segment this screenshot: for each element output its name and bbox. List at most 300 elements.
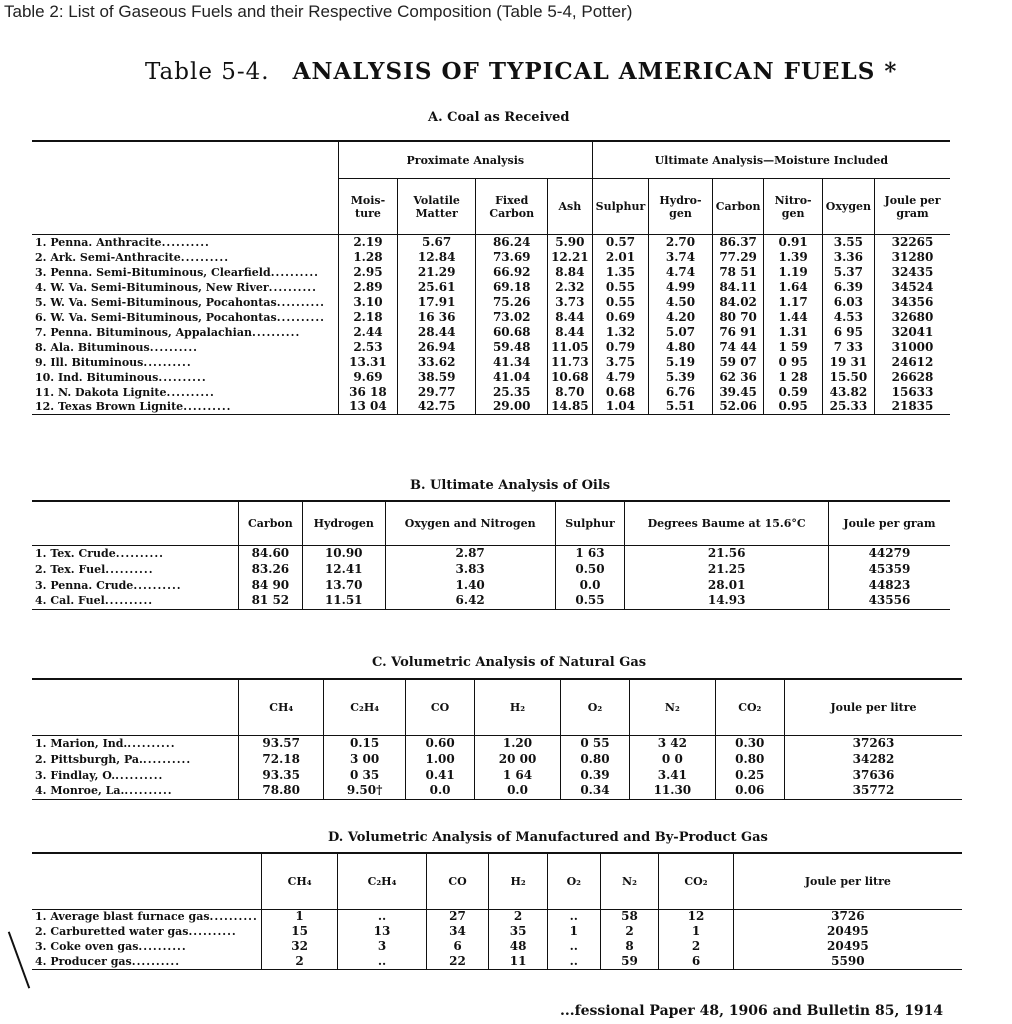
table-cell: 77.29 (712, 250, 764, 265)
row-label-text: 4. Producer gas (35, 954, 132, 968)
table-cell: 45359 (828, 561, 950, 577)
table-cell: 4.79 (592, 370, 649, 385)
table-cell: 1.39 (764, 250, 822, 265)
table-cell: 0.50 (555, 561, 625, 577)
column-header: C₂H₄ (338, 853, 426, 909)
row-label-text: 1. Penna. Anthracite (35, 235, 162, 249)
column-header: Nitro- gen (764, 179, 822, 235)
leader-dots: .......... (149, 340, 199, 354)
group-header-ultimate: Ultimate Analysis—Moisture Included (592, 141, 950, 179)
table-cell: 12.21 (548, 250, 593, 265)
table-cell: 59.48 (476, 340, 548, 355)
table-cell: 3.10 (339, 295, 398, 310)
table-cell: 3.55 (822, 235, 874, 250)
table-cell: 35 (489, 924, 548, 939)
table-cell: 11.73 (548, 355, 593, 370)
leader-dots: .......... (209, 910, 258, 924)
row-label-text: 8. Ala. Bituminous (35, 340, 150, 354)
row-label-text: 10. Ind. Bituminous (35, 370, 159, 384)
leader-dots: .......... (105, 562, 154, 576)
table-cell: 32435 (875, 265, 950, 280)
table-row (32, 767, 962, 783)
table-cell: 17.91 (397, 295, 475, 310)
table-cell: 6 95 (822, 325, 874, 340)
table-cell: 10.68 (548, 370, 593, 385)
row-label (32, 370, 339, 385)
table-cell: 41.04 (476, 370, 548, 385)
row-label-header (32, 679, 239, 735)
leader-dots: .......... (161, 235, 210, 249)
row-label (32, 593, 239, 609)
leader-dots: .......... (188, 925, 237, 938)
row-label (32, 355, 339, 370)
row-label-text: 12. Texas Brown Lignite (35, 400, 184, 414)
coal-table (32, 140, 950, 415)
table-cell: 3.73 (548, 295, 593, 310)
leader-dots: .......... (270, 265, 319, 279)
table-cell: 80 70 (712, 310, 764, 325)
table-cell: 75.26 (476, 295, 548, 310)
table-cell: 42.75 (397, 400, 475, 415)
table-cell: 4.80 (649, 340, 712, 355)
table-row (32, 340, 950, 355)
table-cell: 5.37 (822, 265, 874, 280)
natural-gas-table (32, 678, 962, 800)
table-cell: 1.44 (764, 310, 822, 325)
table-cell: 9.50† (324, 783, 405, 799)
table-row (32, 751, 962, 767)
column-header: Hydro- gen (649, 179, 712, 235)
row-label (32, 400, 339, 415)
table-cell: 31280 (875, 250, 950, 265)
table-cell: 2.01 (592, 250, 649, 265)
column-header: Sulphur (592, 179, 649, 235)
group-header-proximate: Proximate Analysis (339, 141, 593, 179)
table-cell: 16 36 (397, 310, 475, 325)
table-cell: 0.68 (592, 385, 649, 400)
table-cell: 24612 (875, 355, 950, 370)
column-header: Joule per litre (785, 679, 963, 735)
table-cell: 0.57 (592, 235, 649, 250)
table-cell: 12.41 (302, 561, 385, 577)
table-cell: 22 (426, 954, 489, 969)
leader-dots: .......... (104, 594, 154, 608)
leader-dots: .......... (124, 784, 173, 798)
table-cell: 8.70 (548, 385, 593, 400)
table-cell: 0.95 (764, 400, 822, 415)
table-cell: 1 59 (764, 340, 822, 355)
table-cell: 21835 (875, 400, 950, 415)
table-cell: 7 33 (822, 340, 874, 355)
table-cell: 15 (261, 924, 337, 939)
table-cell: 25.35 (476, 385, 548, 400)
table-cell: 1.40 (385, 577, 555, 593)
row-label (32, 783, 239, 799)
table-cell: 5.19 (649, 355, 712, 370)
table-cell: 37263 (785, 735, 963, 751)
row-label (32, 924, 261, 939)
table-cell: 44823 (828, 577, 950, 593)
table-cell: 3 00 (324, 751, 405, 767)
table-row (32, 310, 950, 325)
table-cell: 21.25 (625, 561, 828, 577)
table-cell: 62 36 (712, 370, 764, 385)
table-cell: 5590 (733, 954, 962, 969)
table-row (32, 783, 962, 799)
table-row (32, 593, 950, 609)
row-label-header (32, 853, 261, 909)
leader-dots: .......... (142, 752, 192, 766)
table-cell: 3.41 (630, 767, 715, 783)
table-cell: 0.60 (405, 735, 474, 751)
row-label-header (32, 141, 339, 235)
column-header: Degrees Baume at 15.6°C (625, 501, 828, 545)
table-cell: 0.0 (475, 783, 560, 799)
table-cell: 8 (600, 939, 659, 954)
table-cell: 2 (600, 924, 659, 939)
table-row (32, 924, 962, 939)
column-header: H₂ (489, 853, 548, 909)
row-label-text: 1. Marion, Ind. (35, 736, 128, 750)
table-cell: 84 90 (239, 577, 303, 593)
table-cell: 5.51 (649, 400, 712, 415)
table-row (32, 235, 950, 250)
table-cell: 0 35 (324, 767, 405, 783)
table-row (32, 325, 950, 340)
table-cell: 86.37 (712, 235, 764, 250)
column-header: Joule per gram (828, 501, 950, 545)
table-row (32, 561, 950, 577)
row-label-text: 11. N. Dakota Lignite (35, 385, 167, 399)
table-row (32, 355, 950, 370)
column-header: CH₄ (261, 853, 337, 909)
table-cell: 5.07 (649, 325, 712, 340)
table-cell: 5.90 (548, 235, 593, 250)
table-cell: 0.25 (715, 767, 784, 783)
table-cell: 72.18 (239, 751, 324, 767)
table-cell: 32041 (875, 325, 950, 340)
leader-dots: .......... (166, 385, 215, 399)
table-cell: 15633 (875, 385, 950, 400)
table-cell: 1.35 (592, 265, 649, 280)
leader-dots: .......... (180, 250, 230, 264)
leader-dots: .......... (115, 768, 164, 782)
leader-dots: .......... (127, 736, 176, 750)
table-cell: 0.55 (555, 593, 625, 609)
column-header: Fixed Carbon (476, 179, 548, 235)
table-cell: 60.68 (476, 325, 548, 340)
row-label (32, 909, 261, 924)
leader-dots: .......... (158, 370, 207, 384)
column-header: Oxygen and Nitrogen (385, 501, 555, 545)
leader-dots: .......... (133, 578, 182, 592)
table-cell: 83.26 (239, 561, 303, 577)
column-header: Sulphur (555, 501, 625, 545)
table-cell: 34524 (875, 280, 950, 295)
table-cell: 0.80 (560, 751, 629, 767)
table-cell: 2 (261, 954, 337, 969)
column-header: Ash (548, 179, 593, 235)
table-cell: 66.92 (476, 265, 548, 280)
table-row (32, 939, 962, 954)
table-row (32, 265, 950, 280)
table-cell: 1.31 (764, 325, 822, 340)
row-label (32, 561, 239, 577)
table-cell: 34 (426, 924, 489, 939)
column-header: CO (405, 679, 474, 735)
table-cell: 44279 (828, 545, 950, 561)
row-label (32, 385, 339, 400)
row-label-text: 3. Coke oven gas (35, 940, 139, 953)
table-cell: 1.19 (764, 265, 822, 280)
table-cell: 38.59 (397, 370, 475, 385)
row-label (32, 340, 339, 355)
table-cell: 6.42 (385, 593, 555, 609)
column-header: O₂ (560, 679, 629, 735)
table-cell: 37636 (785, 767, 963, 783)
table-cell: 74 44 (712, 340, 764, 355)
table-cell: 3 42 (630, 735, 715, 751)
table-row (32, 954, 962, 969)
table-cell: 2.89 (339, 280, 398, 295)
table-cell: .. (338, 909, 426, 924)
section-title-oils: B. Ultimate Analysis of Oils (410, 478, 611, 493)
table-cell: 0.91 (764, 235, 822, 250)
table-row (32, 370, 950, 385)
table-row (32, 909, 962, 924)
table-cell: 0.55 (592, 280, 649, 295)
table-cell: 13 (338, 924, 426, 939)
table-row (32, 400, 950, 415)
table-cell: 31000 (875, 340, 950, 355)
table-cell: 21.56 (625, 545, 828, 561)
table-title-text: ANALYSIS OF TYPICAL AMERICAN FUELS * (292, 58, 898, 85)
column-header: C₂H₄ (324, 679, 405, 735)
row-label (32, 577, 239, 593)
column-header: N₂ (600, 853, 659, 909)
oils-table (32, 500, 950, 610)
table-cell: 0.06 (715, 783, 784, 799)
table-cell: 13.31 (339, 355, 398, 370)
table-cell: 26.94 (397, 340, 475, 355)
table-cell: 36 18 (339, 385, 398, 400)
table-cell: 34356 (875, 295, 950, 310)
row-label (32, 250, 339, 265)
table-cell: 3 (338, 939, 426, 954)
table-cell: .. (338, 954, 426, 969)
table-cell: 2.18 (339, 310, 398, 325)
table-cell: 0.69 (592, 310, 649, 325)
column-header: N₂ (630, 679, 715, 735)
table-cell: 1 (547, 924, 600, 939)
table-cell: 1 64 (475, 767, 560, 783)
table-cell: 8.44 (548, 325, 593, 340)
table-cell: 86.24 (476, 235, 548, 250)
table-cell: .. (547, 954, 600, 969)
table-cell: 11.51 (302, 593, 385, 609)
table-cell: 35772 (785, 783, 963, 799)
column-header: CO₂ (659, 853, 733, 909)
table-cell: 0.55 (592, 295, 649, 310)
leader-dots: .......... (276, 295, 325, 309)
row-label (32, 735, 239, 751)
table-cell: 6.03 (822, 295, 874, 310)
table-cell: 0 95 (764, 355, 822, 370)
row-label-text: 3. Penna. Semi-Bituminous, Clearfield (35, 265, 271, 279)
table-cell: 11.30 (630, 783, 715, 799)
table-cell: 58 (600, 909, 659, 924)
table-row (32, 295, 950, 310)
row-label (32, 325, 339, 340)
table-cell: 5.67 (397, 235, 475, 250)
table-cell: 4.20 (649, 310, 712, 325)
table-cell: 8.44 (548, 310, 593, 325)
column-header: Hydrogen (302, 501, 385, 545)
table-cell: 76 91 (712, 325, 764, 340)
table-cell: 2.44 (339, 325, 398, 340)
table-cell: 3.83 (385, 561, 555, 577)
column-header: Joule per litre (733, 853, 962, 909)
table-cell: 1.00 (405, 751, 474, 767)
table-row (32, 280, 950, 295)
table-cell: 11 (489, 954, 548, 969)
row-label-text: 4. Monroe, La. (35, 784, 125, 798)
leader-dots: .......... (131, 954, 181, 968)
table-cell: 21.29 (397, 265, 475, 280)
table-cell: 39.45 (712, 385, 764, 400)
table-cell: 12 (659, 909, 733, 924)
table-cell: 5.39 (649, 370, 712, 385)
leader-dots: .......... (268, 280, 317, 294)
section-title-natural-gas: C. Volumetric Analysis of Natural Gas (372, 655, 647, 670)
table-cell: 2.19 (339, 235, 398, 250)
table-cell: 27 (426, 909, 489, 924)
table-cell: 73.69 (476, 250, 548, 265)
table-cell: 19 31 (822, 355, 874, 370)
table-cell: 0.39 (560, 767, 629, 783)
row-label (32, 767, 239, 783)
row-label-text: 3. Penna. Crude (35, 578, 134, 592)
row-label (32, 265, 339, 280)
table-cell: 0.15 (324, 735, 405, 751)
table-cell: .. (547, 909, 600, 924)
row-label-text: 2. Pittsburgh, Pa. (35, 752, 143, 766)
row-label-text: 4. W. Va. Semi-Bituminous, New River (35, 280, 269, 294)
table-cell: 1.17 (764, 295, 822, 310)
table-cell: 20495 (733, 939, 962, 954)
table-cell: 4.74 (649, 265, 712, 280)
column-header: Oxygen (822, 179, 874, 235)
leader-dots: .......... (251, 325, 301, 339)
table-cell: 10.90 (302, 545, 385, 561)
table-cell: 1.64 (764, 280, 822, 295)
row-label (32, 235, 339, 250)
table-cell: 4.53 (822, 310, 874, 325)
table-cell: 0.59 (764, 385, 822, 400)
table-cell: 25.61 (397, 280, 475, 295)
table-cell: 13 04 (339, 400, 398, 415)
table-cell: 2.87 (385, 545, 555, 561)
table-cell: 2.32 (548, 280, 593, 295)
leader-dots: .......... (138, 940, 187, 953)
table-cell: 20 00 (475, 751, 560, 767)
table-cell: 59 (600, 954, 659, 969)
column-header: H₂ (475, 679, 560, 735)
table-cell: 93.35 (239, 767, 324, 783)
table-cell: 11.05 (548, 340, 593, 355)
table-cell: 41.34 (476, 355, 548, 370)
leader-dots: .......... (183, 400, 232, 414)
table-cell: 48 (489, 939, 548, 954)
row-label-text: 1. Tex. Crude (35, 546, 116, 560)
section-title-coal: A. Coal as Received (428, 110, 570, 125)
table-cell: 6.39 (822, 280, 874, 295)
table-number: Table 5-4. (145, 59, 270, 85)
table-cell: 1.04 (592, 400, 649, 415)
footer-text: ...fessional Paper 48, 1906 and Bulletin 85, 1914 (560, 1003, 944, 1019)
table-cell: 69.18 (476, 280, 548, 295)
table-cell: 2.53 (339, 340, 398, 355)
table-cell: 4.99 (649, 280, 712, 295)
table-cell: 84.11 (712, 280, 764, 295)
table-cell: 52.06 (712, 400, 764, 415)
row-label-text: 5. W. Va. Semi-Bituminous, Pocahontas (35, 295, 277, 309)
table-cell: 73.02 (476, 310, 548, 325)
section-title-manufactured-gas: D. Volumetric Analysis of Manufactured and By-Product Gas (328, 830, 768, 845)
table-cell: 3726 (733, 909, 962, 924)
page-caption: Table 2: List of Gaseous Fuels and their Respective Composition (Table 5-4, Potter) (4, 2, 633, 21)
table-cell: 0.79 (592, 340, 649, 355)
row-label-text: 9. Ill. Bituminous (35, 355, 144, 369)
table-row (32, 577, 950, 593)
table-cell: 13.70 (302, 577, 385, 593)
row-label-text: 2. Tex. Fuel (35, 562, 106, 576)
table-cell: 84.60 (239, 545, 303, 561)
table-cell: 3.75 (592, 355, 649, 370)
table-cell: 1 63 (555, 545, 625, 561)
table-cell: 2.95 (339, 265, 398, 280)
table-cell: 28.44 (397, 325, 475, 340)
manufactured-gas-table (32, 852, 962, 970)
table-cell: 32 (261, 939, 337, 954)
table-cell: 4.50 (649, 295, 712, 310)
row-label (32, 295, 339, 310)
column-header: CH₄ (239, 679, 324, 735)
table-cell: 20495 (733, 924, 962, 939)
column-header: Volatile Matter (397, 179, 475, 235)
table-cell: 34282 (785, 751, 963, 767)
row-label-text: 1. Average blast furnace gas (35, 910, 210, 924)
table-cell: 14.85 (548, 400, 593, 415)
table-cell: 0.41 (405, 767, 474, 783)
table-cell: 2 (489, 909, 548, 924)
table-cell: 43.82 (822, 385, 874, 400)
table-cell: 0 55 (560, 735, 629, 751)
table-cell: 78.80 (239, 783, 324, 799)
table-cell: 12.84 (397, 250, 475, 265)
table-cell: 6 (659, 954, 733, 969)
table-cell: 84.02 (712, 295, 764, 310)
table-row (32, 385, 950, 400)
margin-mark (8, 931, 30, 988)
row-label (32, 751, 239, 767)
table-cell: 0.0 (555, 577, 625, 593)
row-label-text: 7. Penna. Bituminous, Appalachian (35, 325, 252, 339)
table-cell: 2 (659, 939, 733, 954)
table-cell: 25.33 (822, 400, 874, 415)
table-cell: 8.84 (548, 265, 593, 280)
table-cell: 2.70 (649, 235, 712, 250)
